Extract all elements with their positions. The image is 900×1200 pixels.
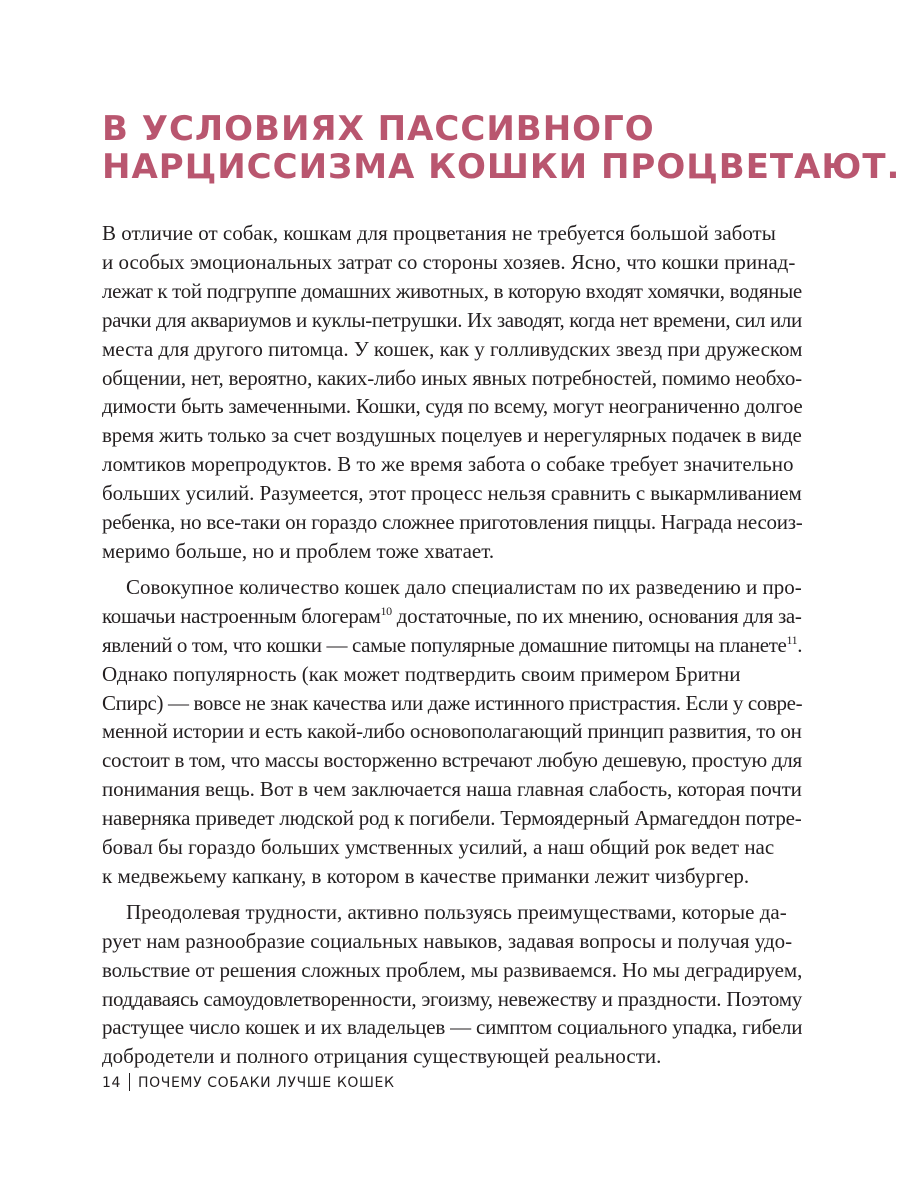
- page-footer: [102, 1073, 395, 1091]
- text-line: ребенка, но все-таки он гораздо сложнее приготовления пиццы. Награда несоиз-: [102, 510, 803, 535]
- text-line: В отличие от собак, кошкам для процветания не требуется большой заботы: [102, 221, 776, 245]
- text-line: меримо больше, но и проблем тоже хватает.: [102, 538, 495, 563]
- paragraph-3: [102, 898, 802, 1071]
- text-line: вольствие от решения сложных проблем, мы развиваемся. Но мы деградируем,: [102, 957, 803, 982]
- text-line: менной истории и есть какой-либо основополагающий принцип развития, то он: [102, 719, 802, 744]
- text-line: время жить только за счет воздушных поцелуев и нерегулярных подачек в виде: [102, 423, 802, 448]
- text-line: больших усилий. Разумеется, этот процесс нельзя сравнить с выкармливанием: [102, 481, 802, 506]
- text-line: лежат к той подгруппе домашних животных, в которую входят хомячки, водяные: [102, 278, 802, 303]
- text-line: Спирс) — вовсе не знак качества или даже истинного пристрастия. Если у совре-: [102, 690, 803, 715]
- paragraph-1: [102, 219, 802, 566]
- paragraph-2: [102, 573, 802, 891]
- footnote-ref[interactable]: 10: [380, 603, 392, 618]
- text-line: к медвежьему капкану, в котором в качестве приманки лежит чизбургер.: [102, 863, 750, 888]
- text-line: наверняка приведет людской род к погибели. Термоядерный Армагеддон потре-: [102, 806, 802, 831]
- text-line: ломтиков морепродуктов. В то же время забота о собаке требует значительно: [102, 452, 794, 477]
- text-segment: явлений о том, что кошки — самые популярные домашние питомцы на планете: [102, 632, 787, 657]
- text-line: и особых эмоциональных затрат со стороны хозяев. Ясно, что кошки принад-: [102, 249, 796, 274]
- text-segment: .: [797, 632, 803, 657]
- text-line: Однако популярность (как может подтвердить своим примером Бритни: [102, 661, 741, 686]
- chapter-heading: [102, 110, 900, 186]
- text-line: Преодолевая трудности, активно пользуясь преимуществами, которые да-: [126, 899, 787, 924]
- text-line: [102, 602, 802, 631]
- heading-line: НАРЦИССИЗМА КОШКИ ПРОЦВЕТАЮТ.: [102, 147, 900, 187]
- heading-line: В УСЛОВИЯХ ПАССИВНОГО: [102, 109, 655, 149]
- text-segment: достаточные, по их мнению, основания для за-: [391, 603, 802, 628]
- text-line: бовал бы гораздо больших умственных усилий, а наш общий рок ведет нас: [102, 835, 775, 860]
- body-text: [102, 219, 802, 1071]
- footnote-ref[interactable]: 11: [786, 632, 798, 647]
- text-line: растущее число кошек и их владельцев — симптом социального упадка, гибели: [102, 1015, 803, 1040]
- text-line: понимания вещь. Вот в чем заключается наша главная слабость, которая почти: [102, 777, 802, 802]
- text-line: места для другого питомца. У кошек, как у голливудских звезд при дружеском: [102, 336, 803, 361]
- text-line: рует нам разнообразие социальных навыков, задавая вопросы и получая удо-: [102, 928, 793, 953]
- text-line: общении, нет, вероятно, каких-либо иных явных потребностей, помимо необхо-: [102, 365, 802, 390]
- page-number: 14: [102, 1075, 122, 1091]
- text-line: рачки для аквариумов и куклы-петрушки. Их заводят, когда нет времени, сил или: [102, 307, 802, 332]
- text-segment: кошачьи настроенным блогерам: [102, 603, 381, 628]
- text-line: Совокупное количество кошек дало специалистам по их разведению и про-: [126, 574, 802, 599]
- text-line: поддаваясь самоудовлетворенности, эгоизму, невежеству и праздности. Поэтому: [102, 986, 802, 1011]
- text-line: димости быть замеченными. Кошки, судя по всему, могут неограниченно долгое: [102, 394, 803, 419]
- text-line: добродетели и полного отрицания существующей реальности.: [102, 1044, 662, 1069]
- text-line: [102, 631, 802, 660]
- text-line: состоит в том, что массы восторженно встречают любую дешевую, простую для: [102, 748, 802, 773]
- running-title: ПОЧЕМУ СОБАКИ ЛУЧШЕ КОШЕК: [138, 1075, 395, 1091]
- footer-divider: [129, 1073, 130, 1091]
